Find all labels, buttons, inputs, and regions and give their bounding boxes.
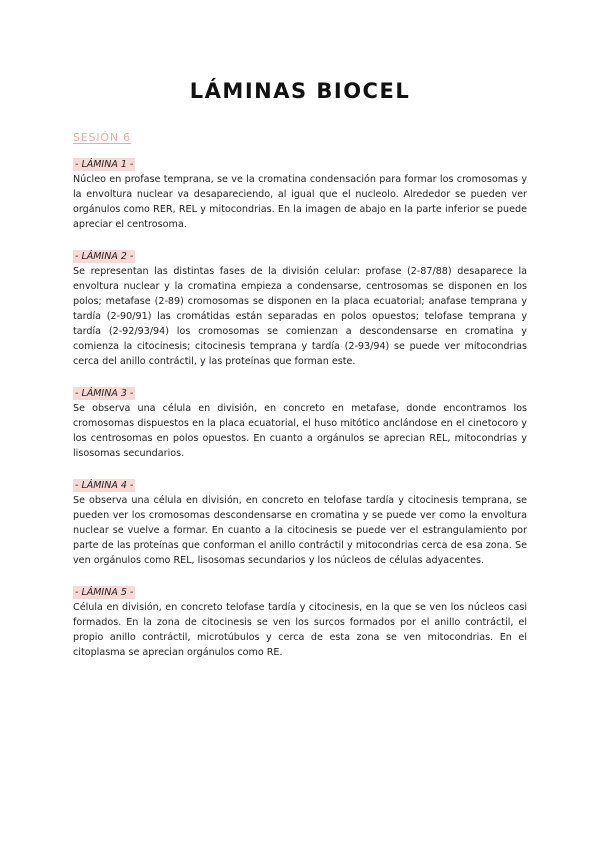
section-lamina-2: [73, 244, 527, 369]
section-lamina-4: [73, 473, 527, 568]
section-lamina-5: [73, 580, 527, 660]
section-label: - LÁMINA 1 -: [75, 159, 134, 170]
section-text: Núcleo en profase temprana, se ve la cromatina condensación para formar los cromosomas y la envoltura nuclear va desapareciendo, al igual que el nucleolo. Alrededor se pueden ver orgánulos como RER, REL y mitocondrias. En la imagen de abajo en la parte inferior se puede apreciar el centrosoma.: [73, 174, 527, 230]
section-lamina-1: [73, 152, 527, 232]
section-label: - LÁMINA 2 -: [75, 251, 134, 262]
section-text: Se observa una célula en división, en concreto en metafase, donde encontramos los cromosomas dispuestos en la placa ecuatorial, el huso mitótico anclándose en el cinetocoro y los centrosomas en polos opuestos. En cuanto a orgánulos se aprecian REL, mitocondrias y lisosomas secundarios.: [73, 403, 527, 459]
document-title: LÁMINAS BIOCEL: [189, 79, 411, 103]
section-label: - LÁMINA 4 -: [75, 480, 134, 491]
section-text: Se representan las distintas fases de la división celular: profase (2-87/88) desaparece la envoltura nuclear y la cromatina empieza a condensarse, centrosomas se disponen en los polos; metafase (2-89) cromosomas se disponen en la placa ecuatorial; anafase temprana y tardía (2-90/91) las cromátidas están separadas en polos opuestos; telofase temprana y tardía (2-92/93/94) los cromosomas se comienzan a descondensarse en cromatina y comienza la citocinesis; citocinesis temprana y tardía (2-93/94) se puede ver mitocondrias cerca del anillo contráctil, y las proteínas que forman este.: [73, 266, 527, 367]
section-text: Célula en división, en concreto telofase tardía y citocinesis, en la que se ven los núcleos casi formados. En la zona de citocinesis se ven los surcos formados por el anillo contráctil, el propio anillo contráctil, microtúbulos y cerca de esta zona se ven mitocondrias. En el citoplasma se aprecian orgánulos como RE.: [73, 602, 527, 658]
section-label: - LÁMINA 5 -: [75, 587, 134, 598]
session-heading: SESIÓN 6: [73, 131, 131, 144]
section-label: - LÁMINA 3 -: [75, 388, 134, 399]
section-text: Se observa una célula en división, en concreto en telofase tardía y citocinesis temprana, se pueden ver los cromosomas descondensarse en cromatina y se puede ver como la envoltura nuclear se vuelve a formar. En cuanto a la citocinesis se puede ver el estrangulamiento por parte de las proteínas que conforman el anillo contráctil y mitocondrias cerca de esa zona. Se ven orgánulos como REL, lisosomas secundarios y los núcleos de células adyacentes.: [73, 495, 527, 566]
section-lamina-3: [73, 381, 527, 461]
